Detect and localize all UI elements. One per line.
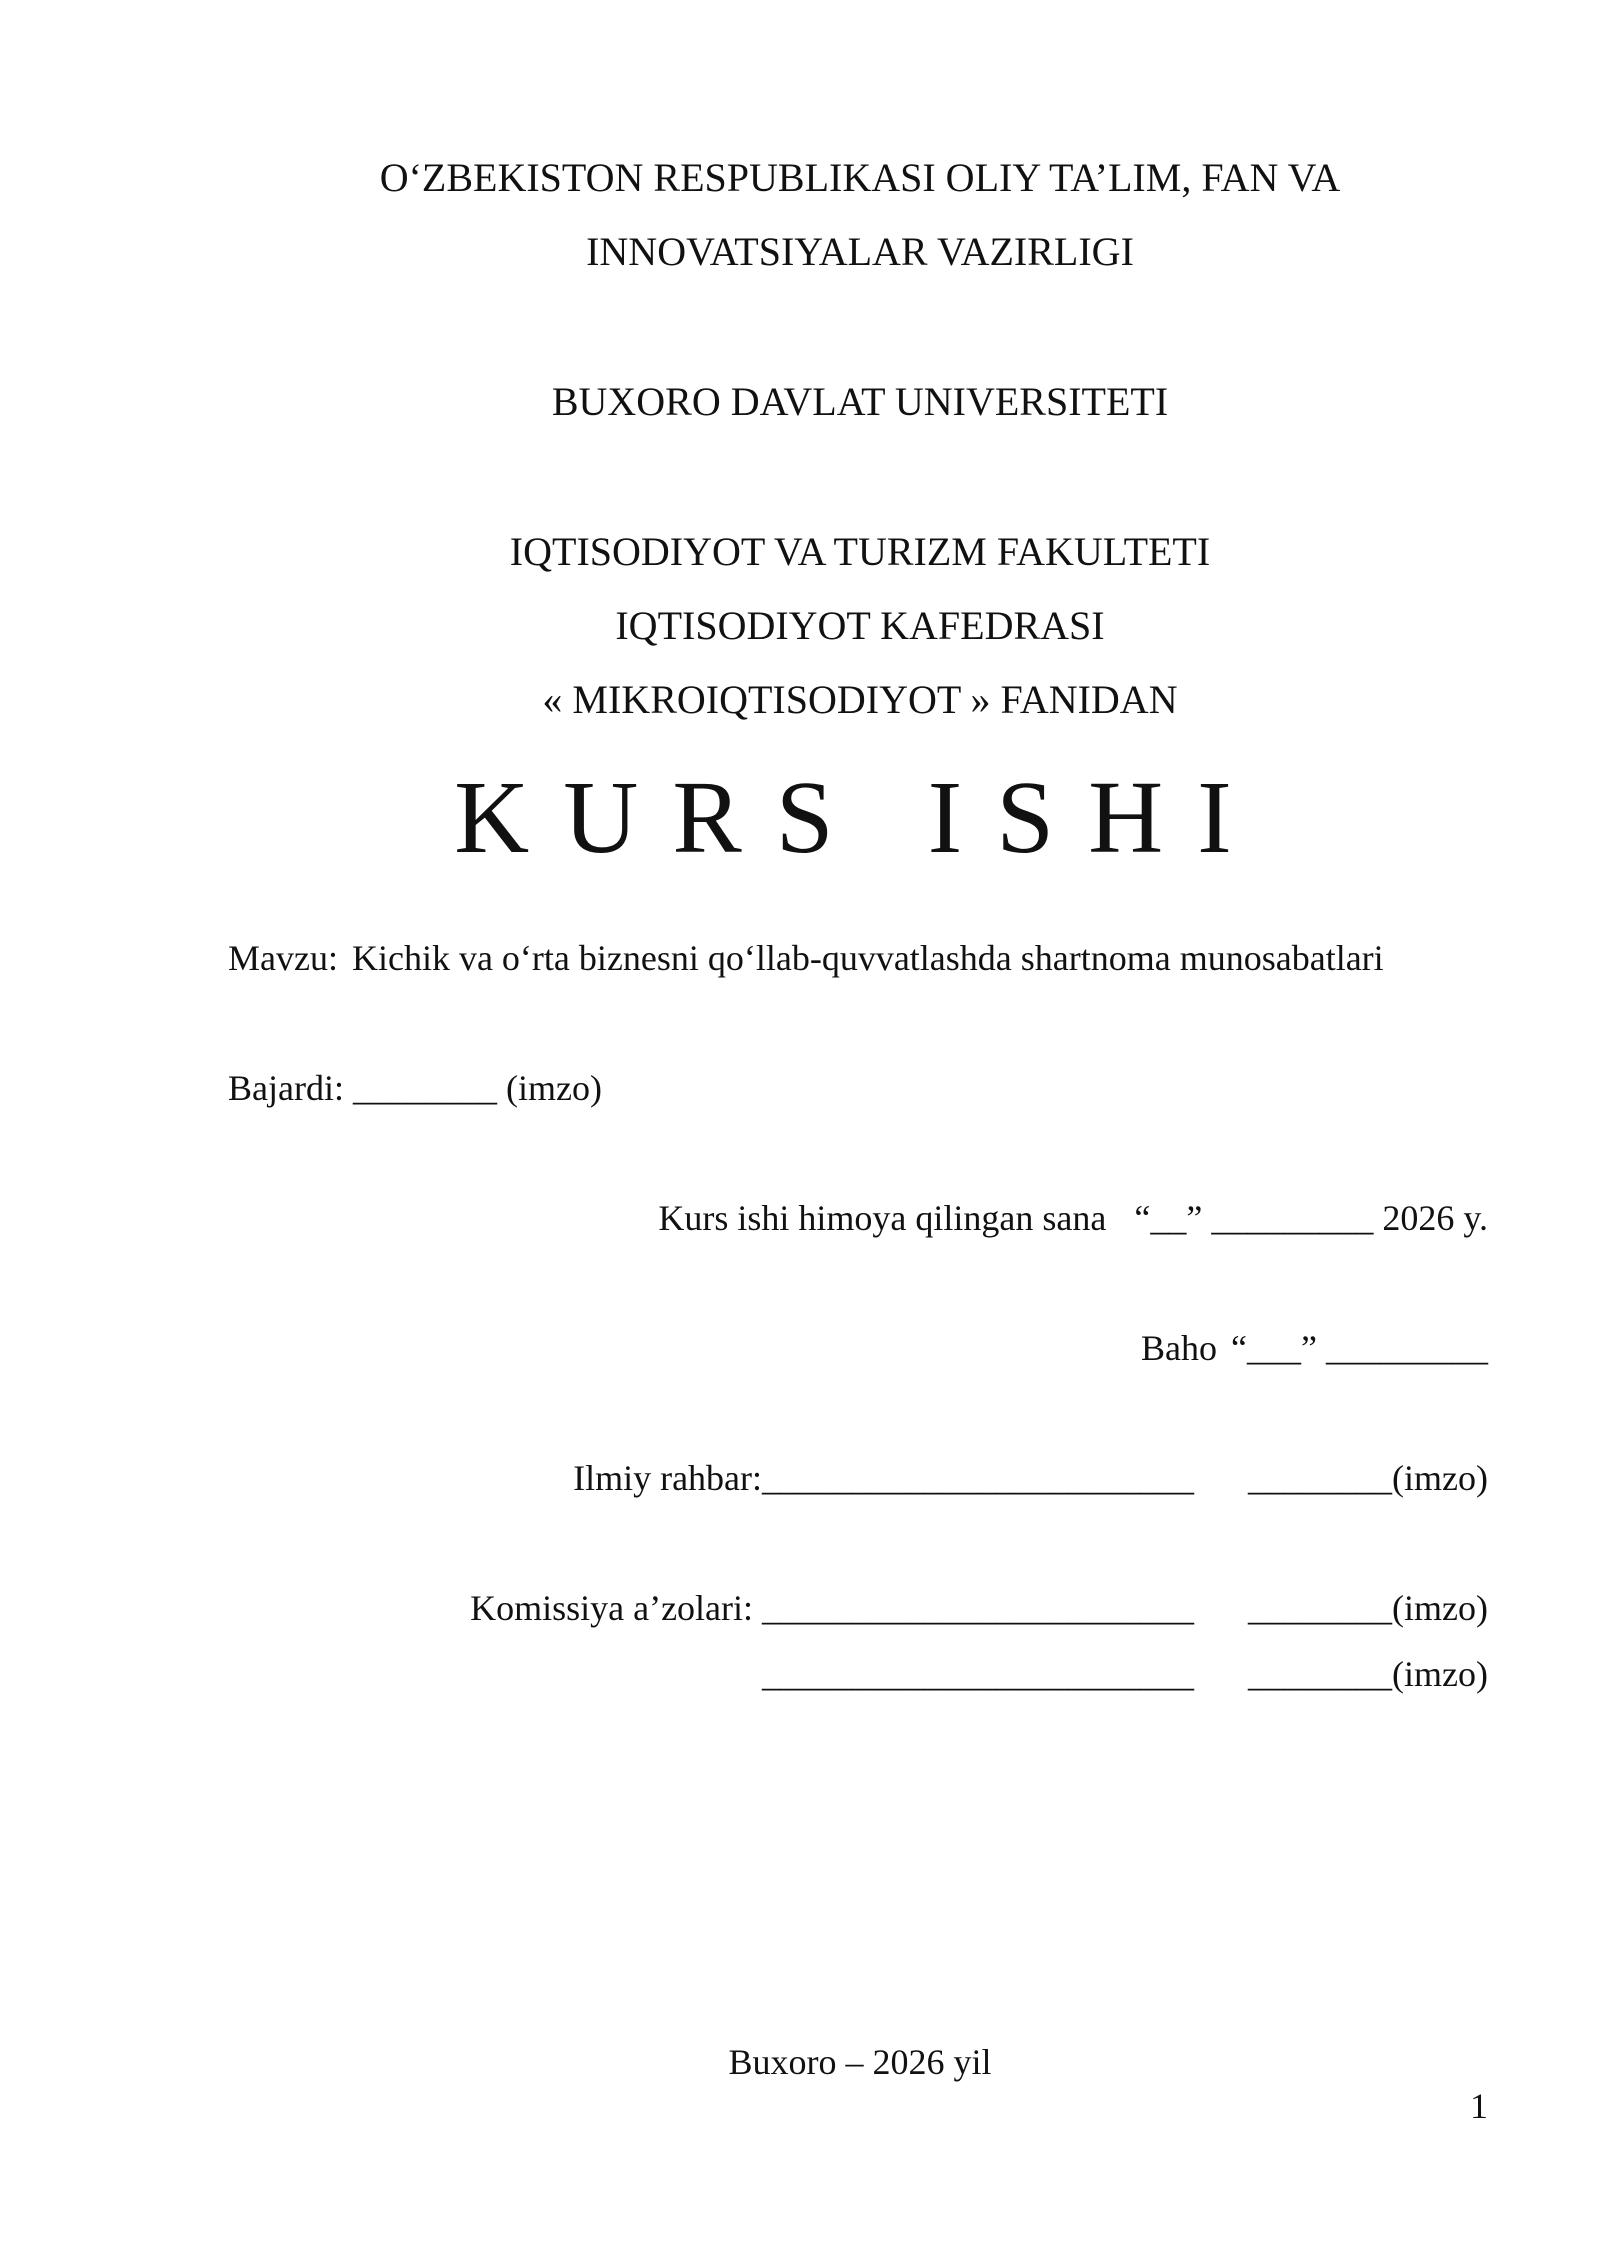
faculty-name: IQTISODIYOT VA TURIZM FAKULTETI	[509, 529, 1211, 574]
performer-label: Bajardi:	[228, 1068, 344, 1108]
defense-date-month: _________	[1211, 1198, 1374, 1238]
commission-member-name-blank: ________________________	[762, 1654, 1195, 1694]
commission-member-sign-blank: ________	[1248, 1588, 1393, 1628]
commission-line-2	[762, 1652, 1488, 1696]
grade-label: Baho	[1141, 1328, 1218, 1368]
defense-date-line	[658, 1196, 1488, 1240]
grade-blank: _________	[1326, 1328, 1488, 1368]
commission-member-sign: (imzo)	[1392, 1588, 1488, 1628]
defense-date-day: “__”	[1134, 1198, 1203, 1238]
commission-label: Komissiya a’zolari:	[470, 1588, 754, 1628]
grade-value: “___”	[1231, 1328, 1317, 1368]
subject-name: « MIKROIQTISODIYOT » FANIDAN	[542, 677, 1178, 722]
grade-line	[1141, 1326, 1488, 1370]
topic-label: Mavzu:	[228, 938, 338, 978]
supervisor-name-blank: ________________________	[762, 1458, 1195, 1498]
supervisor-sign: (imzo)	[1392, 1458, 1488, 1498]
topic-value: Kichik va o‘rta biznesni qo‘llab-quvvatlashda shartnoma munosabatlari	[351, 938, 1384, 978]
defense-date-year: 2026 y.	[1382, 1198, 1488, 1238]
performer-line	[228, 1066, 602, 1110]
performer-blank: ________	[352, 1068, 497, 1108]
performer-sign: (imzo)	[505, 1068, 602, 1108]
commission-member-sign-blank: ________	[1248, 1654, 1393, 1694]
page-number: 1	[1470, 2086, 1488, 2126]
commission-line-1	[470, 1586, 1488, 1630]
supervisor-line	[573, 1456, 1488, 1500]
department-name: IQTISODIYOT KAFEDRASI	[615, 603, 1105, 648]
ministry-line-2: INNOVATSIYALAR VAZIRLIGI	[586, 229, 1134, 274]
document-title: KURS ISHI	[454, 760, 1266, 875]
supervisor-label: Ilmiy rahbar:	[573, 1458, 763, 1498]
university-name: BUXORO DAVLAT UNIVERSITETI	[551, 379, 1169, 424]
place-year: Buxoro – 2026 yil	[728, 2042, 992, 2082]
ministry-line-1: O‘ZBEKISTON RESPUBLIKASI OLIY TA’LIM, FAN VA	[379, 155, 1341, 200]
defense-date-label: Kurs ishi himoya qilingan sana	[658, 1198, 1107, 1238]
commission-member-name-blank: ________________________	[762, 1588, 1195, 1628]
commission-member-sign: (imzo)	[1392, 1654, 1488, 1694]
supervisor-sign-blank: ________	[1248, 1458, 1393, 1498]
topic-line	[228, 936, 1384, 980]
